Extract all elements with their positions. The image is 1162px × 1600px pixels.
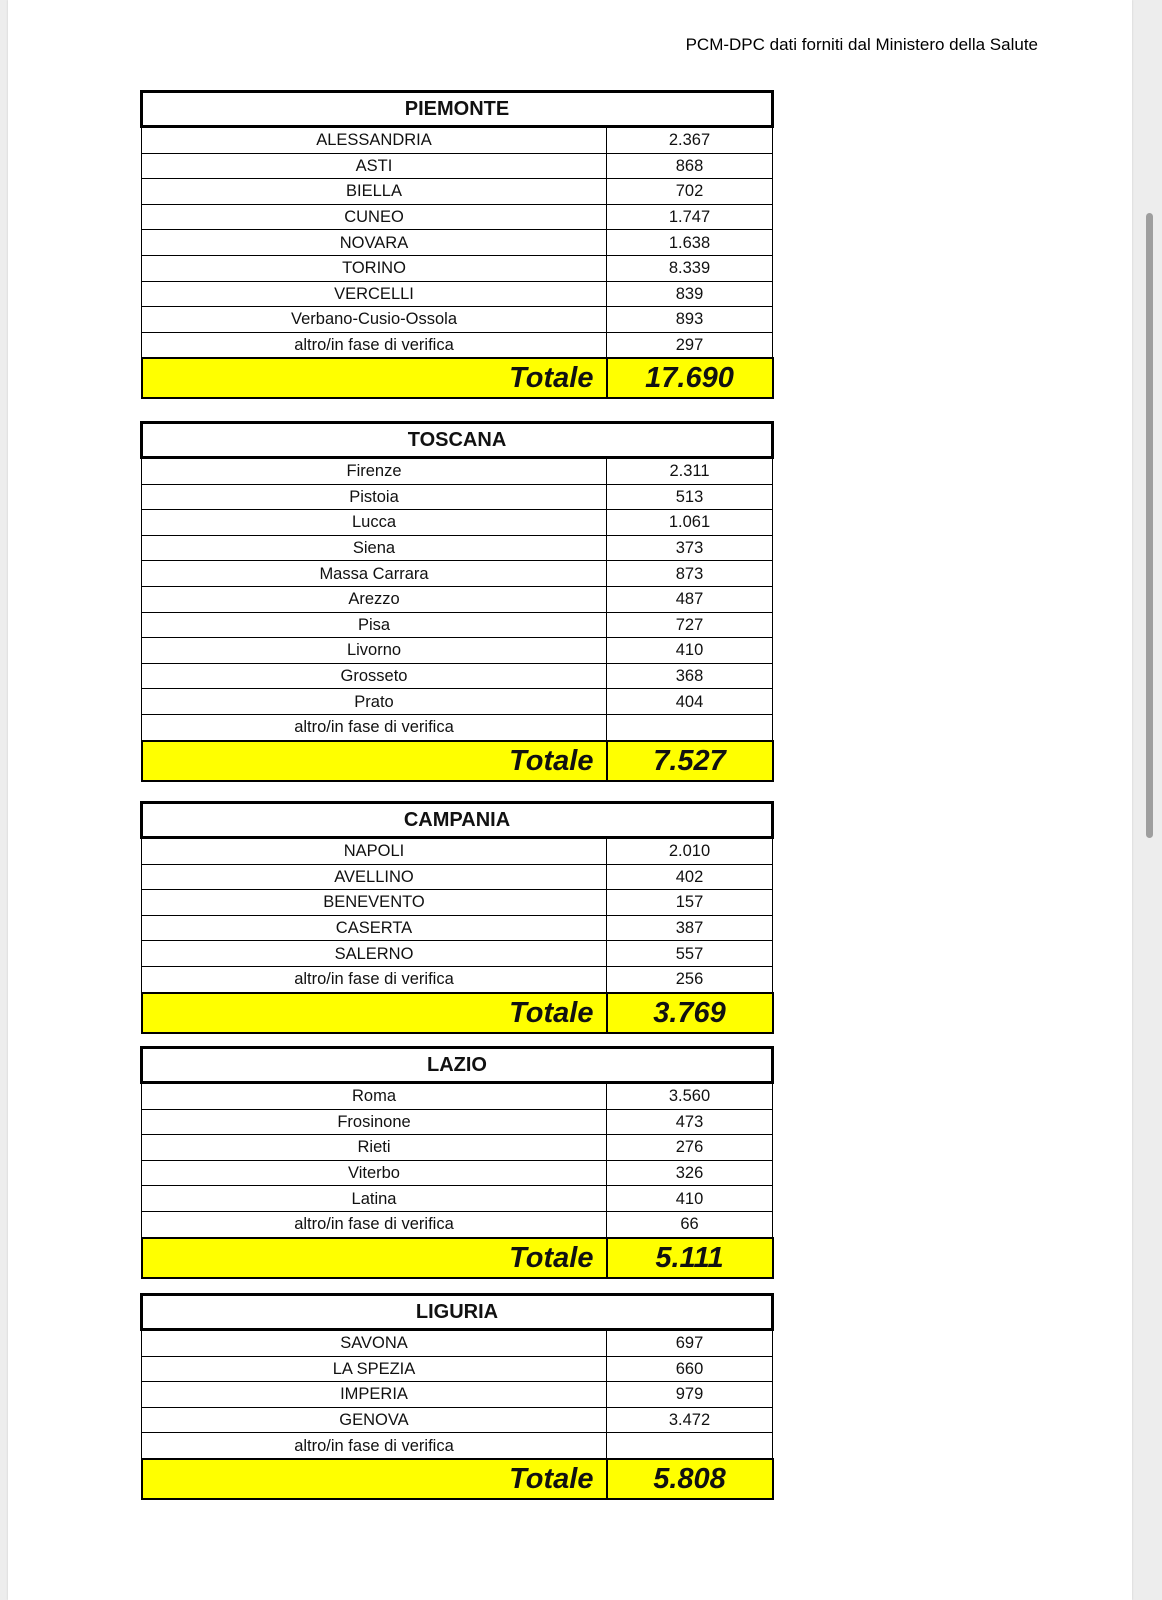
province-name: ALESSANDRIA: [142, 127, 607, 154]
table-row: [142, 153, 773, 179]
region-title: PIEMONTE: [142, 92, 773, 127]
table-row: [142, 179, 773, 205]
total-value: 3.769: [607, 993, 773, 1033]
province-name: altro/in fase di verifica: [142, 1211, 607, 1237]
province-value: 473: [607, 1109, 773, 1135]
province-value: 557: [607, 941, 773, 967]
province-name: ASTI: [142, 153, 607, 179]
province-name: Verbano-Cusio-Ossola: [142, 307, 607, 333]
region-header-row: [142, 803, 773, 838]
table-row: [142, 255, 773, 281]
table-row: [142, 663, 773, 689]
province-value: 839: [607, 281, 773, 307]
table-row: [142, 1356, 773, 1382]
province-name: AVELLINO: [142, 864, 607, 890]
total-label: Totale: [142, 358, 607, 398]
province-name: LA SPEZIA: [142, 1356, 607, 1382]
table-row: [142, 890, 773, 916]
table-row: [142, 1109, 773, 1135]
table-row: [142, 1382, 773, 1408]
province-value: 1.638: [607, 230, 773, 256]
province-value: 3.472: [607, 1407, 773, 1433]
table-row: [142, 332, 773, 358]
province-name: Arezzo: [142, 586, 607, 612]
table-row: [142, 638, 773, 664]
province-value: 513: [607, 484, 773, 510]
region-table-toscana: [140, 421, 771, 782]
table-row: [142, 1407, 773, 1433]
province-value: 66: [607, 1211, 773, 1237]
table-row: [142, 1083, 773, 1110]
province-name: Latina: [142, 1186, 607, 1212]
province-name: Frosinone: [142, 1109, 607, 1135]
province-value: 373: [607, 535, 773, 561]
province-name: Pisa: [142, 612, 607, 638]
region-title: CAMPANIA: [142, 803, 773, 838]
region-table-campania: [140, 801, 771, 1034]
province-value: [607, 1433, 773, 1459]
province-name: Roma: [142, 1083, 607, 1110]
table-row: [142, 535, 773, 561]
province-value: 387: [607, 915, 773, 941]
total-label: Totale: [142, 1238, 607, 1278]
table-row: [142, 230, 773, 256]
total-row: [142, 1459, 773, 1499]
region-title: LAZIO: [142, 1048, 773, 1083]
region-header-row: [142, 1048, 773, 1083]
region-table-liguria: [140, 1293, 771, 1500]
province-name: Lucca: [142, 510, 607, 536]
province-name: altro/in fase di verifica: [142, 332, 607, 358]
province-name: TORINO: [142, 255, 607, 281]
province-name: CASERTA: [142, 915, 607, 941]
province-value: 727: [607, 612, 773, 638]
province-value: 8.339: [607, 255, 773, 281]
province-name: Grosseto: [142, 663, 607, 689]
province-name: altro/in fase di verifica: [142, 1433, 607, 1459]
region-header-row: [142, 92, 773, 127]
total-row: [142, 1238, 773, 1278]
province-name: SAVONA: [142, 1330, 607, 1357]
region-header-row: [142, 1295, 773, 1330]
province-name: Siena: [142, 535, 607, 561]
total-label: Totale: [142, 1459, 607, 1499]
province-value: 979: [607, 1382, 773, 1408]
province-value: 893: [607, 307, 773, 333]
province-name: altro/in fase di verifica: [142, 966, 607, 992]
table-row: [142, 307, 773, 333]
province-name: Rieti: [142, 1135, 607, 1161]
total-value: 17.690: [607, 358, 773, 398]
province-value: 2.311: [607, 458, 773, 485]
source-note: PCM-DPC dati forniti dal Ministero della Salute: [685, 35, 1038, 54]
total-row: [142, 741, 773, 781]
province-value: 326: [607, 1160, 773, 1186]
province-value: 2.010: [607, 838, 773, 865]
province-value: 404: [607, 689, 773, 715]
province-name: Pistoia: [142, 484, 607, 510]
table-row: [142, 1135, 773, 1161]
region-header-row: [142, 423, 773, 458]
table-row: [142, 127, 773, 154]
total-label: Totale: [142, 993, 607, 1033]
province-name: Livorno: [142, 638, 607, 664]
total-row: [142, 358, 773, 398]
total-label: Totale: [142, 741, 607, 781]
province-name: altro/in fase di verifica: [142, 714, 607, 740]
region-title: TOSCANA: [142, 423, 773, 458]
document-page: [8, 0, 1132, 1600]
province-value: 276: [607, 1135, 773, 1161]
table-row: [142, 561, 773, 587]
province-value: 2.367: [607, 127, 773, 154]
total-value: 5.808: [607, 1459, 773, 1499]
province-value: 410: [607, 1186, 773, 1212]
province-value: 487: [607, 586, 773, 612]
province-value: 410: [607, 638, 773, 664]
table-row: [142, 1186, 773, 1212]
province-name: NOVARA: [142, 230, 607, 256]
province-value: 297: [607, 332, 773, 358]
province-name: SALERNO: [142, 941, 607, 967]
region-table-lazio: [140, 1046, 771, 1279]
table-row: [142, 1211, 773, 1237]
province-value: 256: [607, 966, 773, 992]
table-row: [142, 966, 773, 992]
province-name: CUNEO: [142, 204, 607, 230]
province-value: 157: [607, 890, 773, 916]
table-row: [142, 281, 773, 307]
table-row: [142, 204, 773, 230]
province-value: 1.061: [607, 510, 773, 536]
province-value: 702: [607, 179, 773, 205]
province-value: 873: [607, 561, 773, 587]
province-name: Prato: [142, 689, 607, 715]
table-row: [142, 864, 773, 890]
table-row: [142, 838, 773, 865]
province-name: NAPOLI: [142, 838, 607, 865]
table-row: [142, 714, 773, 740]
table-row: [142, 915, 773, 941]
table-row: [142, 612, 773, 638]
province-name: IMPERIA: [142, 1382, 607, 1408]
province-value: 660: [607, 1356, 773, 1382]
table-row: [142, 1433, 773, 1459]
province-name: BIELLA: [142, 179, 607, 205]
table-row: [142, 1160, 773, 1186]
province-value: 1.747: [607, 204, 773, 230]
total-row: [142, 993, 773, 1033]
province-name: Firenze: [142, 458, 607, 485]
region-title: LIGURIA: [142, 1295, 773, 1330]
province-name: GENOVA: [142, 1407, 607, 1433]
province-name: Massa Carrara: [142, 561, 607, 587]
table-row: [142, 484, 773, 510]
province-value: 3.560: [607, 1083, 773, 1110]
province-name: Viterbo: [142, 1160, 607, 1186]
region-table-piemonte: [140, 90, 771, 399]
province-value: 368: [607, 663, 773, 689]
table-row: [142, 1330, 773, 1357]
province-name: VERCELLI: [142, 281, 607, 307]
table-row: [142, 510, 773, 536]
province-name: BENEVENTO: [142, 890, 607, 916]
province-value: 697: [607, 1330, 773, 1357]
table-row: [142, 586, 773, 612]
province-value: [607, 714, 773, 740]
table-row: [142, 689, 773, 715]
province-value: 402: [607, 864, 773, 890]
total-value: 5.111: [607, 1238, 773, 1278]
province-value: 868: [607, 153, 773, 179]
scrollbar[interactable]: [1146, 213, 1153, 838]
table-row: [142, 458, 773, 485]
table-row: [142, 941, 773, 967]
total-value: 7.527: [607, 741, 773, 781]
